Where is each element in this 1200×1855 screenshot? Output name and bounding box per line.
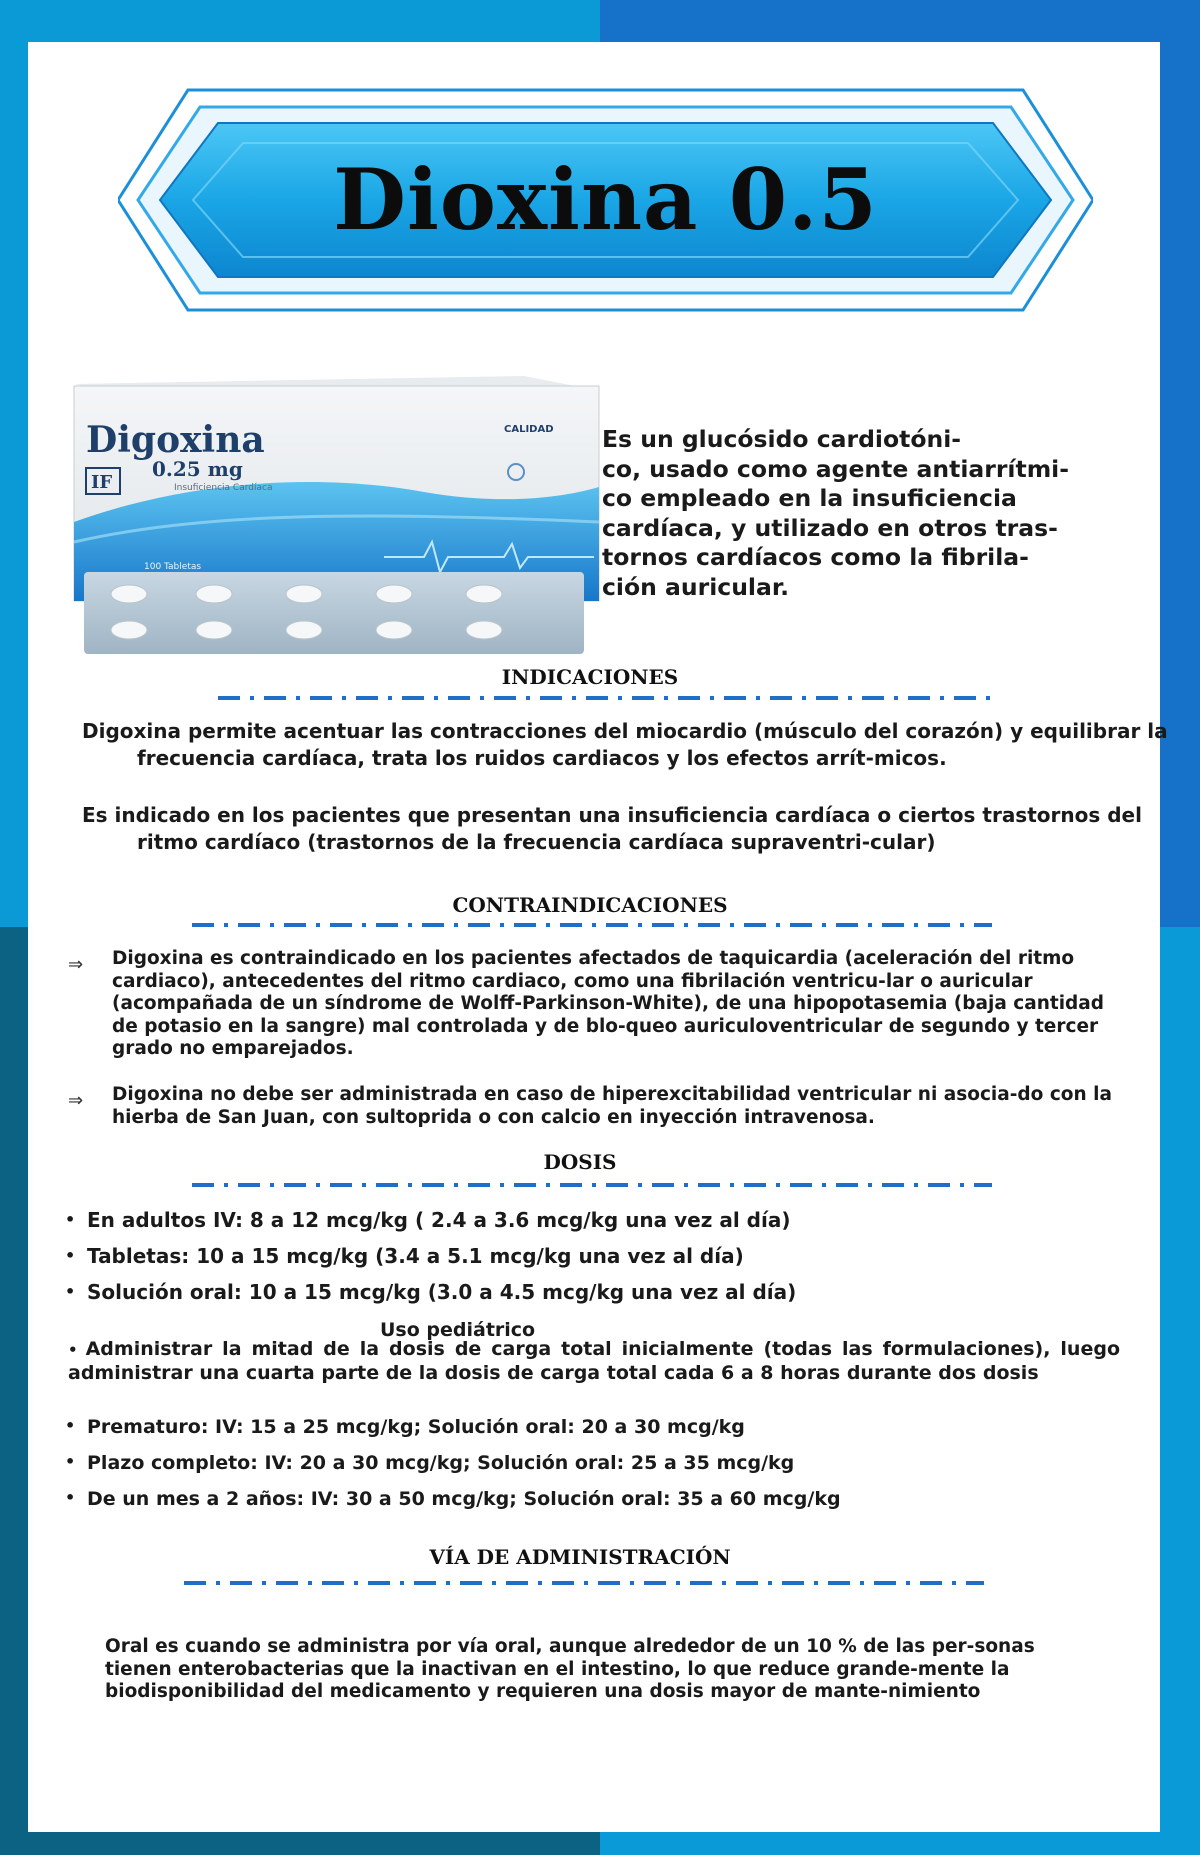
indicaciones-p2: Es indicado en los pacientes que presentan una insuficiencia cardíaca o ciertos trastornos del ritmo cardíaco (trastornos de la frecuencia cardíaca supraventri-cular) xyxy=(82,803,1142,854)
dash-divider xyxy=(218,695,998,700)
dash-divider xyxy=(192,922,992,927)
pediatric-item: • Prematuro: IV: 15 a 25 mcg/kg; Solución oral: 20 a 30 mcg/kg xyxy=(65,1416,745,1438)
heading-indicaciones: INDICACIONES xyxy=(501,665,679,689)
arrow-icon: ⇒ xyxy=(68,954,84,975)
product-subtitle: Insuficiencia Cardíaca xyxy=(174,483,273,493)
product-count: 100 Tabletas xyxy=(144,562,202,572)
arrow-icon: ⇒ xyxy=(68,1090,84,1111)
product-badge: IF xyxy=(91,472,113,493)
heading-via-administracion: VÍA DE ADMINISTRACIÓN xyxy=(429,1545,731,1569)
contraindicacion-item: Digoxina no debe ser administrada en caso de hiperexcitabilidad ventricular ni asocia-do con la hierba de San Juan, con sultoprida o con calcio en inyección intravenosa. xyxy=(112,1084,1112,1128)
dosis-item: • Solución oral: 10 a 15 mcg/kg (3.0 a 4.5 mcg/kg una vez al día) xyxy=(65,1280,797,1304)
dash-divider xyxy=(184,1580,984,1585)
product-box-image xyxy=(64,372,640,662)
dosis-item: • Tabletas: 10 a 15 mcg/kg (3.4 a 5.1 mcg/kg una vez al día) xyxy=(65,1244,744,1268)
indicaciones-p1: Digoxina permite acentuar las contracciones del miocardio (músculo del corazón) y equilibrar la frecuencia cardíaca, trata los ruidos cardiacos y los efectos arrít-micos. xyxy=(82,719,1168,770)
pediatric-note: • Administrar la mitad de la dosis de carga total inicialmente (todas las formulaciones), luego administrar una cuarta parte de la dosis de carga total cada 6 a 8 horas durante dos dosis xyxy=(68,1338,1120,1384)
heading-dosis: DOSIS xyxy=(543,1150,617,1174)
pediatric-item: • De un mes a 2 años: IV: 30 a 50 mcg/kg; Solución oral: 35 a 60 mcg/kg xyxy=(65,1488,841,1510)
pediatric-item: • Plazo completo: IV: 20 a 30 mcg/kg; Solución oral: 25 a 35 mcg/kg xyxy=(65,1452,795,1474)
dosis-item: • En adultos IV: 8 a 12 mcg/kg ( 2.4 a 3.6 mcg/kg una vez al día) xyxy=(65,1208,791,1232)
via-text: Oral es cuando se administra por vía oral, aunque alrededor de un 10 % de las per-sonas tienen enterobacterias que la inactivan en el intestino, lo que reduce grande-mente la biodisponibilidad del medicamento y requieren una dosis mayor de mante-nimiento xyxy=(105,1636,1035,1702)
page-title: Dioxina 0.5 xyxy=(333,150,878,249)
intro-text: Es un glucósido cardiotóni- co, usado como agente antiarrítmi- co empleado en la insuficiencia cardíaca, y utilizado en otros tras- tornos cardíacos como la fibrila- ción auricular. xyxy=(602,425,1069,601)
product-strength: 0.25 mg xyxy=(152,457,243,481)
pediatric-heading: Uso pediátrico xyxy=(380,1319,536,1341)
heading-contraindicaciones: CONTRAINDICACIONES xyxy=(452,893,728,917)
product-brand: Digoxina xyxy=(86,419,265,461)
dash-divider xyxy=(192,1182,992,1187)
product-maker: CALIDAD xyxy=(504,424,554,435)
contraindicacion-item: Digoxina es contraindicado en los pacientes afectados de taquicardia (aceleración del ritmo cardiaco), antecedentes del ritmo cardiaco, como una fibrilación ventricu-lar o auricular (acompañada de un síndrome de Wolff-Parkinson-White), de una hipopotasemia (baja cantidad de potasio en la sangre) mal controlada y de blo-queo auriculoventricular de segundo y tercer grado no emparejados. xyxy=(112,948,1105,1059)
